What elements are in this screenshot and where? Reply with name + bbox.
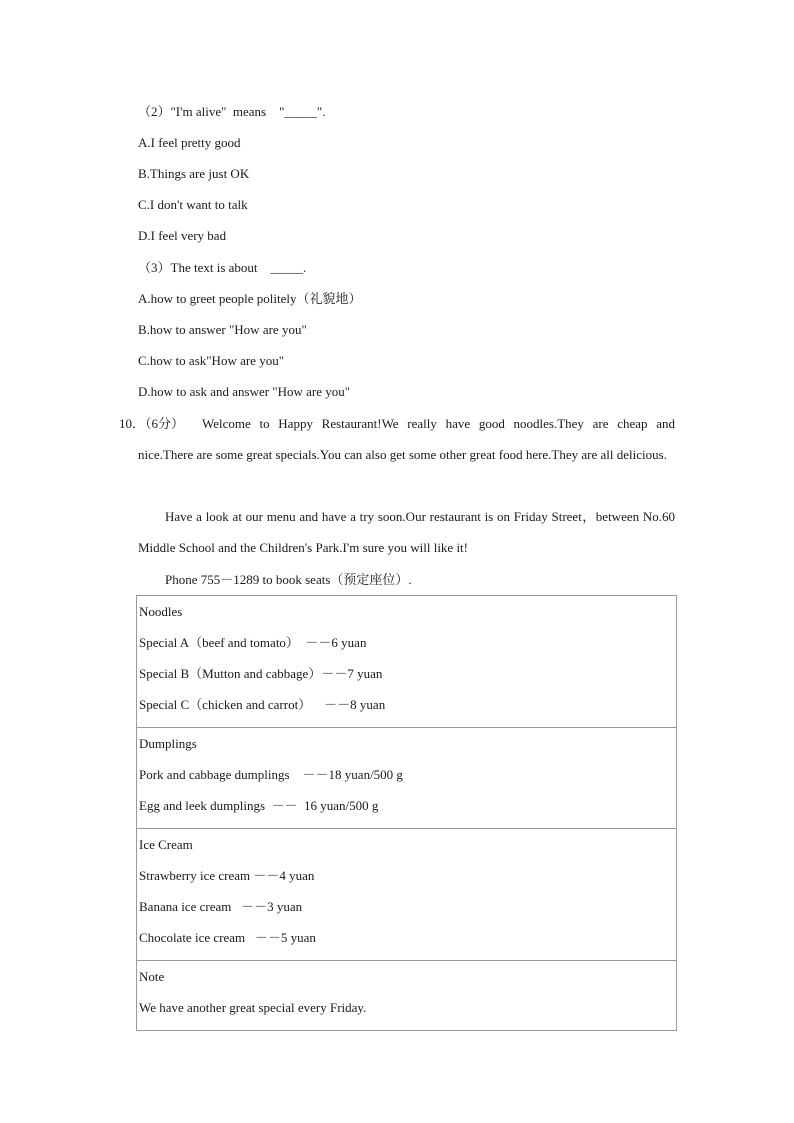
q10-paragraph-2: Have a look at our menu and have a try soon.Our restaurant is on Friday Street，between No.60 Middle School and the Children's Park.I'm sure you will like it!: [138, 509, 675, 555]
menu-section-ice-cream: [137, 828, 676, 960]
q9-part3-option-a: A.how to greet people politely（礼貌地）: [138, 291, 362, 306]
menu-section-dumplings: [137, 727, 676, 828]
menu-item: Special A（beef and tomato） －－6 yuan: [139, 635, 367, 650]
q9-part2-stem: （2）"I'm alive" means "_____".: [138, 104, 326, 119]
menu-table: [136, 595, 677, 1031]
menu-section-title: Note: [139, 969, 165, 984]
menu-section-note: [137, 960, 676, 1030]
q9-part3-option-d: D.how to ask and answer "How are you": [138, 384, 351, 399]
menu-note-text: We have another great special every Friday.: [139, 1000, 367, 1015]
q9-part3-option-c: C.how to ask"How are you": [138, 353, 285, 368]
q10-number-label: 10．: [119, 416, 146, 431]
menu-item: Special C（chicken and carrot） －－8 yuan: [139, 697, 386, 712]
q9-part3-option-b: B.how to answer "How are you": [138, 322, 307, 337]
menu-item: Special B（Mutton and cabbage）－－7 yuan: [139, 666, 383, 681]
menu-item: Chocolate ice cream －－5 yuan: [139, 930, 316, 945]
menu-item: Egg and leek dumplings －－ 16 yuan/500 g: [139, 798, 379, 813]
q9-part3-stem: （3）The text is about _____.: [138, 260, 307, 275]
q9-part2-option-b: B.Things are just OK: [138, 166, 250, 181]
menu-section-title: Ice Cream: [139, 837, 193, 852]
menu-section-title: Noodles: [139, 604, 183, 619]
q10-paragraph-1: Welcome to Happy Restaurant!We really have good noodles.They are cheap and nice.There are some great specials.You can also get some other great food here.They are all delicious.: [138, 416, 675, 462]
menu-item: Pork and cabbage dumplings －－18 yuan/500 g: [139, 767, 403, 782]
menu-section-noodles: [137, 596, 676, 727]
q9-part2-option-a: A.I feel pretty good: [138, 135, 241, 150]
menu-section-title: Dumplings: [139, 736, 197, 751]
q10-points: （6分）: [145, 416, 185, 431]
q9-part2-option-d: D.I feel very bad: [138, 228, 227, 243]
q9-part2-option-c: C.I don't want to talk: [138, 197, 248, 212]
q10-paragraph-3: Phone 755－1289 to book seats（预定座位）.: [165, 572, 412, 587]
menu-item: Strawberry ice cream －－4 yuan: [139, 868, 315, 883]
menu-item: Banana ice cream －－3 yuan: [139, 899, 303, 914]
